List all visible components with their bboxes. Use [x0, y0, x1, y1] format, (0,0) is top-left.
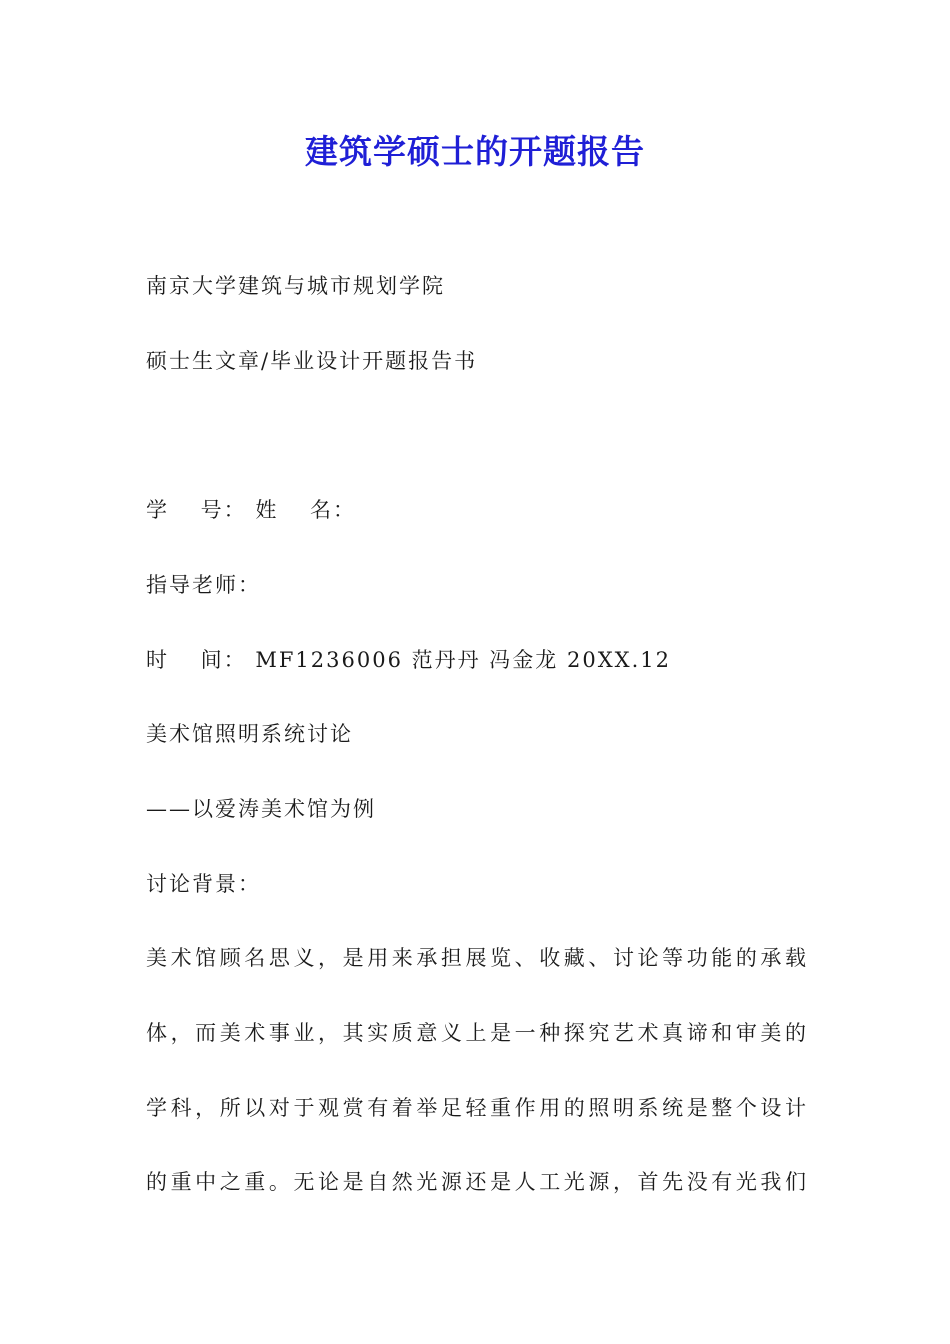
time-line: 时 间： MF1236006 范丹丹 冯金龙 20XX.12	[146, 648, 671, 672]
subtitle-line: ——以爱涛美术馆为例	[146, 797, 376, 821]
document-title: 建筑学硕士的开题报告	[305, 132, 645, 171]
student-id-name-line: 学 号： 姓 名：	[146, 498, 357, 522]
topic-line: 美术馆照明系统讨论	[146, 722, 353, 746]
institution-line: 南京大学建筑与城市规划学院	[146, 274, 445, 298]
section-heading: 讨论背景：	[146, 872, 261, 896]
body-text-line: 学科，所以对于观赏有着举足轻重作用的照明系统是整个设计	[146, 1096, 806, 1120]
body-text-line: 美术馆顾名思义，是用来承担展览、收藏、讨论等功能的承载	[146, 946, 806, 970]
body-text-line: 体，而美术事业，其实质意义上是一种探究艺术真谛和审美的	[146, 1021, 806, 1045]
document-type-line: 硕士生文章/毕业设计开题报告书	[146, 349, 478, 373]
body-text-line: 的重中之重。无论是自然光源还是人工光源，首先没有光我们	[146, 1170, 806, 1194]
advisor-line: 指导老师：	[146, 573, 261, 597]
